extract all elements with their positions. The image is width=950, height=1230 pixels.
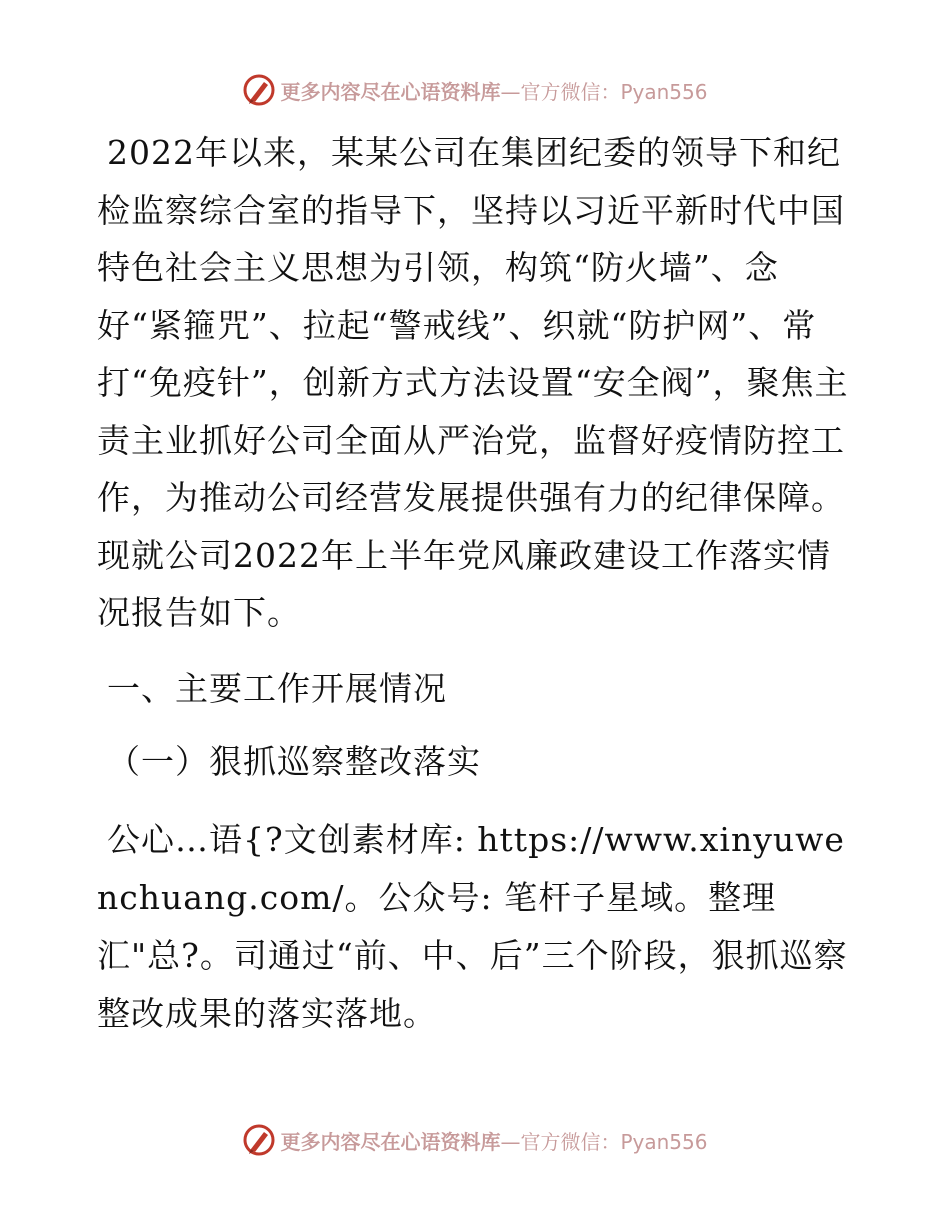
footer-watermark xyxy=(0,1120,950,1160)
subsection-heading: （一）狠抓巡察整改落实 xyxy=(107,742,481,781)
pen-logo-icon xyxy=(242,1123,276,1157)
header-watermark xyxy=(0,70,950,110)
pen-logo-icon xyxy=(242,73,276,107)
body-paragraph: 公心…语{?文创素材库: https://www.xinyuwenchuang.com/。公众号: 笔杆子星域。整理汇"总?。司通过“前、中、后”三个阶段，狠抓巡察整改成果的落实落地。 xyxy=(97,819,848,1033)
watermark-main-text: 更多内容尽在心语资料库 xyxy=(280,1129,501,1154)
document-body xyxy=(97,124,857,1043)
intro-paragraph: 2022年以来，某某公司在集团纪委的领导下和纪检监察综合室的指导下，坚持以习近平新时代中国特色社会主义思想为引领，构筑“防火墙”、念好“紧箍咒”、拉起“警戒线”、织就“防护网”、常打“免疫针”，创新方式方法设置“安全阀”，聚焦主责主业抓好公司全面从严治党，监督好疫情防控工作，为推动公司经营发展提供强有力的纪律保障。现就公司2022年上半年党风廉政建设工作落实情况报告如下。 xyxy=(97,133,849,632)
watermark-main-text: 更多内容尽在心语资料库 xyxy=(280,79,501,104)
watermark-sub-text: —官方微信：Pyan556 xyxy=(500,79,708,104)
watermark-sub-text: —官方微信：Pyan556 xyxy=(500,1129,708,1154)
section-heading: 一、主要工作开展情况 xyxy=(107,668,447,708)
